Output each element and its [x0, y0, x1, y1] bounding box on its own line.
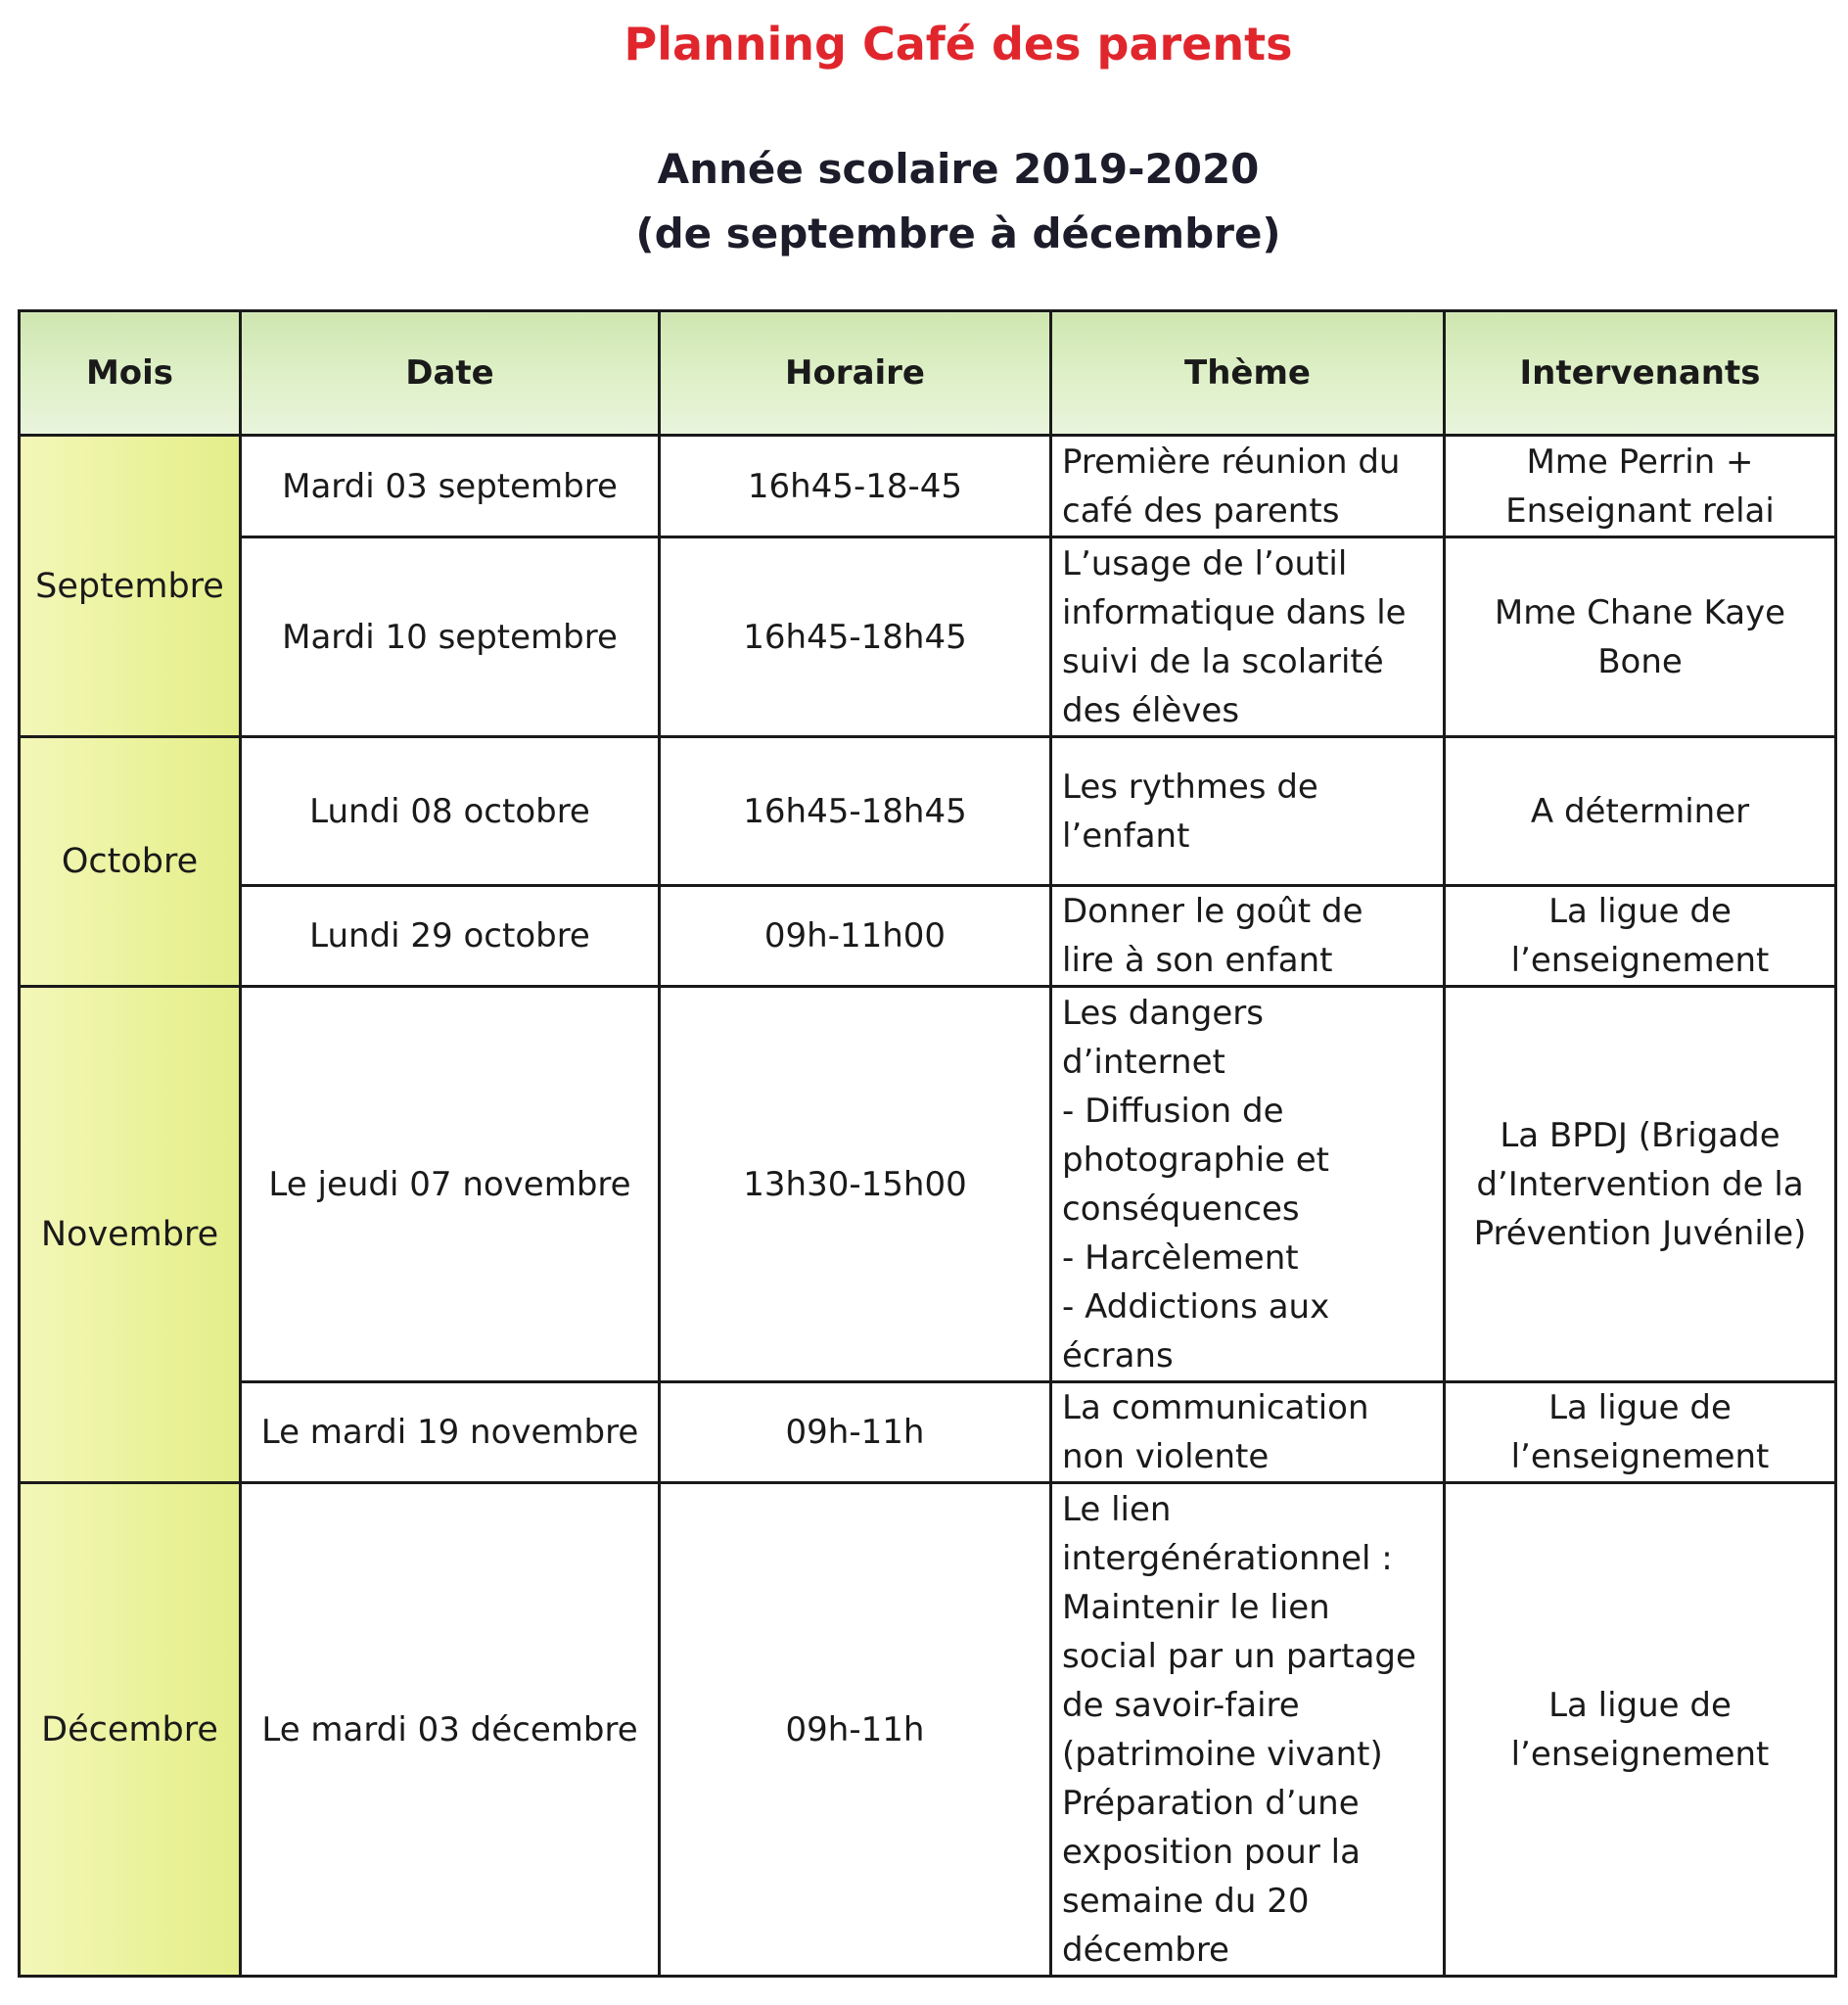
theme-line: Les rythmes de	[1062, 767, 1318, 807]
table-row	[20, 537, 1836, 737]
table-row	[20, 1382, 1836, 1483]
theme-cell	[1051, 1382, 1445, 1483]
document-subtitle	[0, 137, 1848, 266]
horaire-cell: 16h45-18h45	[660, 737, 1051, 886]
theme-line: lire à son enfant	[1062, 941, 1333, 980]
header-horaire: Horaire	[660, 311, 1051, 436]
intervenants-line: Prévention Juvénile)	[1473, 1213, 1807, 1253]
theme-cell	[1051, 1483, 1445, 1977]
intervenants-line: Mme Perrin +	[1526, 442, 1754, 482]
theme-line: - Harcèlement	[1062, 1237, 1299, 1278]
theme-line: La communication	[1062, 1388, 1369, 1427]
theme-line: décembre	[1062, 1930, 1229, 1970]
horaire-cell: 13h30-15h00	[660, 987, 1051, 1382]
theme-line: exposition pour la	[1062, 1832, 1361, 1872]
header-theme: Thème	[1051, 311, 1445, 436]
theme-line: semaine du 20	[1062, 1881, 1310, 1921]
theme-line: d’internet	[1062, 1042, 1225, 1082]
header-mois: Mois	[20, 311, 241, 436]
header-intervenants: Intervenants	[1445, 311, 1836, 436]
theme-line: Le lien	[1062, 1489, 1172, 1529]
theme-line: écrans	[1062, 1335, 1174, 1376]
theme-line: non violente	[1062, 1437, 1270, 1476]
table-row	[20, 987, 1836, 1382]
intervenants-line: l’enseignement	[1510, 1437, 1770, 1476]
theme-cell	[1051, 537, 1445, 737]
table-row	[20, 737, 1836, 886]
table-row	[20, 436, 1836, 537]
subtitle-period: (de septembre à décembre)	[635, 210, 1281, 257]
header-date: Date	[241, 311, 660, 436]
intervenants-cell	[1445, 537, 1836, 737]
intervenants-cell	[1445, 987, 1836, 1382]
theme-line: photographie et	[1062, 1140, 1330, 1180]
intervenants-cell	[1445, 737, 1836, 886]
theme-line: - Diffusion de	[1062, 1091, 1284, 1131]
month-cell-octobre: Octobre	[20, 737, 241, 987]
month-cell-decembre: Décembre	[20, 1483, 241, 1977]
subtitle-school-year: Année scolaire 2019-2020	[657, 145, 1260, 193]
theme-line: des élèves	[1062, 690, 1240, 730]
month-cell-septembre: Septembre	[20, 436, 241, 737]
intervenants-line: La ligue de	[1548, 1685, 1732, 1725]
intervenants-line: l’enseignement	[1510, 941, 1770, 980]
theme-line: Maintenir le lien	[1062, 1587, 1330, 1627]
intervenants-line: Enseignant relai	[1505, 490, 1775, 531]
theme-line: café des parents	[1062, 490, 1340, 531]
schedule-table	[18, 309, 1837, 1978]
horaire-cell: 16h45-18h45	[660, 537, 1051, 737]
date-cell: Lundi 08 octobre	[241, 737, 660, 886]
intervenants-line: La ligue de	[1548, 892, 1732, 931]
intervenants-line: Bone	[1597, 641, 1683, 681]
intervenants-line: l’enseignement	[1510, 1734, 1770, 1774]
date-cell: Le mardi 03 décembre	[241, 1483, 660, 1977]
table-row	[20, 886, 1836, 987]
intervenants-line: d’Intervention de la	[1476, 1164, 1804, 1204]
theme-line: l’enfant	[1062, 816, 1190, 856]
horaire-cell: 16h45-18-45	[660, 436, 1051, 537]
month-cell-novembre: Novembre	[20, 987, 241, 1483]
table-row	[20, 1483, 1836, 1977]
date-cell: Mardi 03 septembre	[241, 436, 660, 537]
theme-line: informatique dans le	[1062, 592, 1407, 632]
theme-line: conséquences	[1062, 1189, 1300, 1229]
horaire-cell: 09h-11h	[660, 1483, 1051, 1977]
date-cell: Lundi 29 octobre	[241, 886, 660, 987]
theme-line: Première réunion du	[1062, 442, 1401, 482]
theme-line: Les dangers	[1062, 993, 1264, 1033]
horaire-cell: 09h-11h	[660, 1382, 1051, 1483]
theme-cell	[1051, 987, 1445, 1382]
intervenants-cell	[1445, 1483, 1836, 1977]
theme-line: intergénérationnel :	[1062, 1538, 1393, 1578]
intervenants-line: La ligue de	[1548, 1388, 1732, 1427]
date-cell: Mardi 10 septembre	[241, 537, 660, 737]
intervenants-cell	[1445, 436, 1836, 537]
document-title: Planning Café des parents	[624, 18, 1293, 70]
intervenants-cell	[1445, 886, 1836, 987]
theme-line: L’usage de l’outil	[1062, 543, 1348, 583]
theme-line: (patrimoine vivant)	[1062, 1734, 1383, 1774]
theme-line: Donner le goût de	[1062, 892, 1363, 931]
intervenants-line: A déterminer	[1530, 791, 1750, 831]
intervenants-line: La BPDJ (Brigade	[1500, 1115, 1780, 1155]
theme-cell	[1051, 737, 1445, 886]
date-cell: Le mardi 19 novembre	[241, 1382, 660, 1483]
theme-line: Préparation d’une	[1062, 1783, 1360, 1823]
theme-cell	[1051, 886, 1445, 987]
horaire-cell: 09h-11h00	[660, 886, 1051, 987]
theme-line: de savoir-faire	[1062, 1685, 1300, 1725]
theme-line: suivi de la scolarité	[1062, 641, 1384, 681]
intervenants-line: Mme Chane Kaye	[1494, 592, 1786, 632]
intervenants-cell	[1445, 1382, 1836, 1483]
theme-line: - Addictions aux	[1062, 1286, 1330, 1327]
theme-cell	[1051, 436, 1445, 537]
table-header-row	[20, 311, 1836, 436]
date-cell: Le jeudi 07 novembre	[241, 987, 660, 1382]
theme-line: social par un partage	[1062, 1636, 1416, 1676]
